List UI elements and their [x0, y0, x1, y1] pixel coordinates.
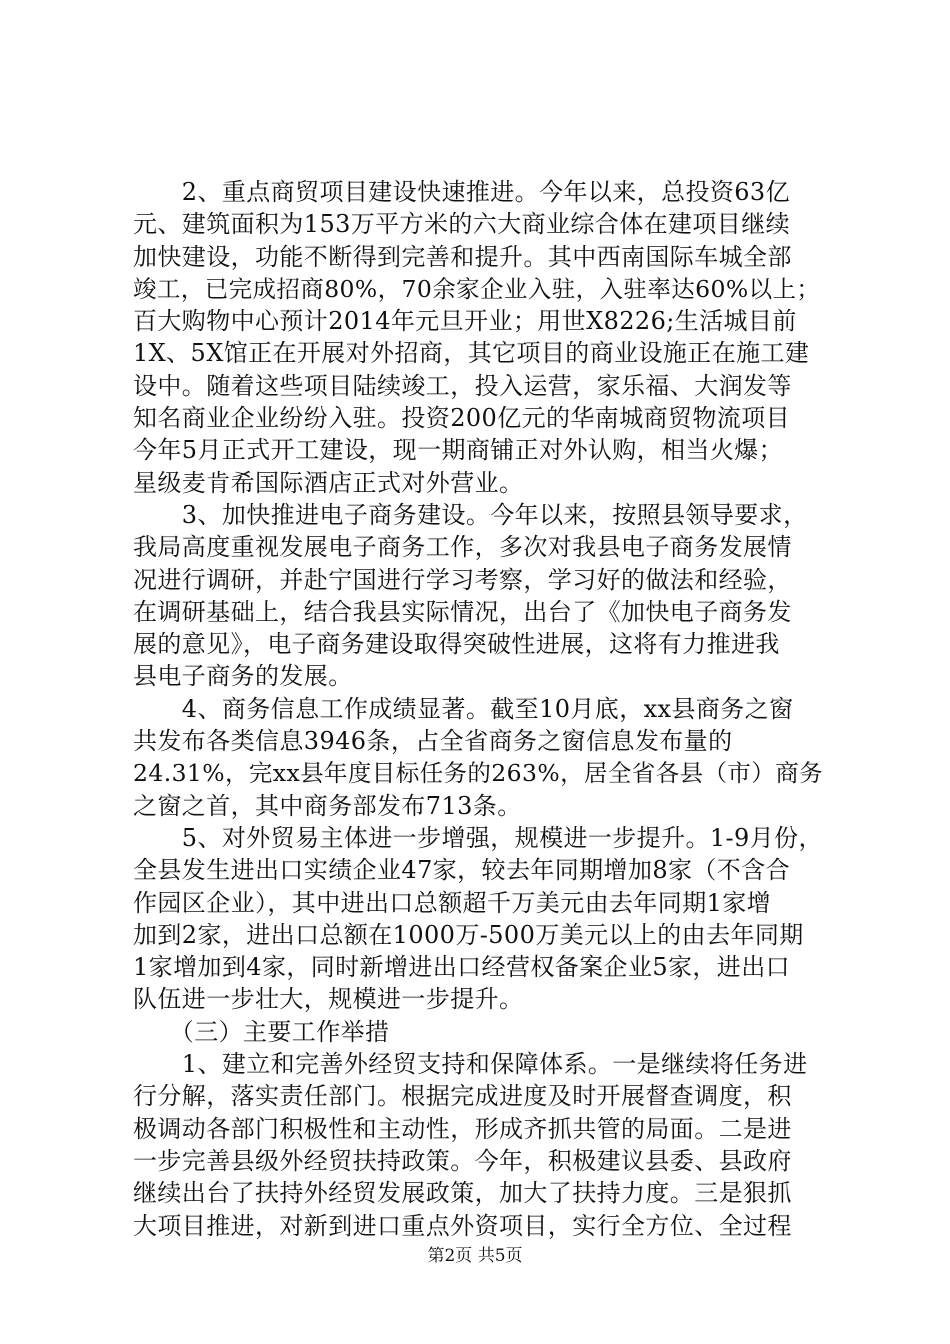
- text-line: 1家增加到4家，同时新增进出口经营权备案企业5家，进出口: [133, 953, 791, 982]
- text-line: 设中。随着这些项目陆续竣工，投入运营，家乐福、大润发等: [133, 371, 792, 400]
- text-line: 知名商业企业纷纷入驻。投资200亿元的华南城商贸物流项目: [133, 404, 791, 433]
- text-line: 极调动各部门积极性和主动性，形成齐抓共管的局面。二是进: [133, 1114, 792, 1143]
- text-line: 2、重点商贸项目建设快速推进。今年以来，总投资63亿: [133, 178, 791, 206]
- text-line: 加快建设，功能不断得到完善和提升。其中西南国际车城全部: [133, 242, 792, 271]
- text-line: 一步完善县级外经贸扶持政策。今年，积极建议县委、县政府: [133, 1146, 792, 1175]
- text-line: 队伍进一步壮大，规模进一步提升。: [133, 985, 524, 1014]
- document-body: [133, 176, 833, 1242]
- text-line: 3、加快推进电子商务建设。今年以来，按照县领导要求，: [133, 500, 808, 529]
- text-line: 行分解，落实责任部门。根据完成进度及时开展督查调度，积: [133, 1082, 792, 1111]
- text-line: 之窗之首，其中商务部发布713条。: [133, 791, 522, 820]
- text-line: 元、建筑面积为153万平方米的六大商业综合体在建项目继续: [133, 210, 791, 239]
- text-line: 共发布各类信息3946条，占全省商务之窗信息发布量的: [133, 727, 733, 756]
- text-line: 5、对外贸易主体进一步增强，规模进一步提升。1-9月份，: [133, 823, 823, 852]
- page-number-footer: 第2页 共5页: [427, 1246, 523, 1266]
- text-line: 今年5月正式开工建设，现一期商铺正对外认购，相当火爆；: [133, 436, 784, 465]
- text-line: 星级麦肯希国际酒店正式对外营业。: [133, 468, 524, 497]
- text-line: 竣工，已完成招商80%，70余家企业入驻，入驻率达60%以上；: [133, 274, 821, 303]
- text-line: 24.31%，完xx县年度目标任务的263%，居全省各县（市）商务: [133, 759, 823, 788]
- text-line: 展的意见》，电子商务建设取得突破性进展，这将有力推进我: [133, 630, 780, 659]
- text-line: 况进行调研，并赴宁国进行学习考察，学习好的做法和经验，: [133, 565, 792, 594]
- text-line: 1、建立和完善外经贸支持和保障体系。一是继续将任务进: [133, 1050, 808, 1079]
- text-line: 全县发生进出口实绩企业47家，较去年同期增加8家（不含合: [133, 856, 791, 885]
- text-line: 继续出台了扶持外经贸发展政策，加大了扶持力度。三是狠抓: [133, 1179, 792, 1208]
- text-line: 我局高度重视发展电子商务工作，多次对我县电子商务发展情: [133, 533, 792, 562]
- text-line: 大项目推进，对新到进口重点外资项目，实行全方位、全过程: [133, 1211, 792, 1240]
- text-line: 在调研基础上，结合我县实际情况，出台了《加快电子商务发: [133, 597, 792, 626]
- text-line: 县电子商务的发展。: [133, 662, 353, 691]
- section-heading: （三）主要工作举措: [133, 1017, 390, 1046]
- text-line: 作园区企业），其中进出口总额超千万美元由去年同期1家增: [133, 888, 772, 917]
- text-line: 4、商务信息工作成绩显著。截至10月底，xx县商务之窗: [133, 694, 794, 723]
- text-line: 1X、5X馆正在开展对外招商，其它项目的商业设施正在施工建: [133, 339, 810, 368]
- text-line: 百大购物中心预计2014年元旦开业；用世X8226;生活城目前: [133, 307, 797, 336]
- text-line: 加到2家，进出口总额在1000万-500万美元以上的由去年同期: [133, 920, 804, 949]
